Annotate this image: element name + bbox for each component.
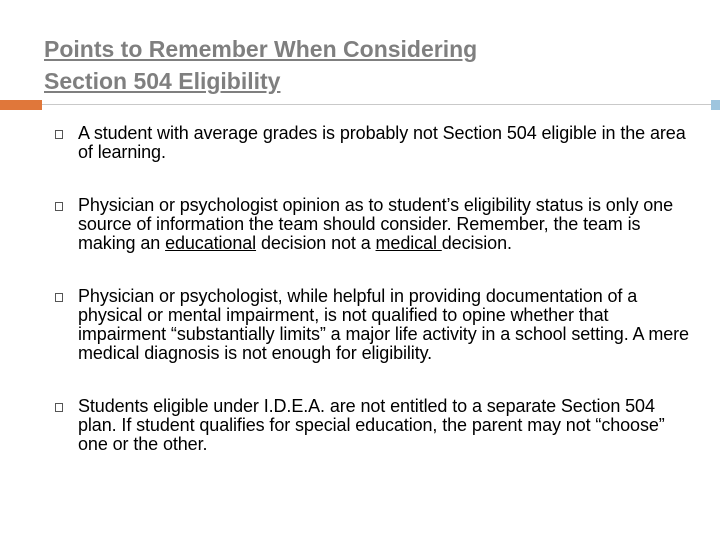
bullet-text-part: Physician or psychologist opinion as to student’s eligibility status is only one source of information the team should consider. Remember, the team is making an	[78, 195, 674, 253]
bullet-text	[78, 195, 673, 253]
bullet-text-part: decision not a	[256, 233, 376, 253]
bullet-text: A student with average grades is probably not Section 504 eligible in the area of learning.	[78, 123, 686, 162]
slide-title-line-1: Points to Remember When Considering	[44, 36, 478, 62]
bullet-text: Physician or psychologist, while helpful in providing documentation of a physical or mental impairment, is not qualified to opine whether that impairment “substantially limits” a major life activity in a school setting. A mere medical diagnosis is not enough for eligibility.	[78, 286, 689, 363]
accent-bar	[0, 100, 42, 110]
checkbox-square-icon	[55, 403, 63, 412]
slide-title	[44, 33, 684, 97]
accent-bar-right	[711, 100, 720, 110]
bullet-item	[55, 124, 695, 162]
bullet-text-part: decision.	[441, 233, 512, 253]
checkbox-square-icon	[55, 293, 63, 302]
checkbox-square-icon	[55, 202, 63, 211]
slide-title-line-2: Section 504 Eligibility	[44, 68, 281, 94]
bullet-item	[55, 196, 695, 253]
bullet-list	[55, 124, 695, 454]
underlined-word-medical: medical	[375, 233, 442, 253]
underlined-word-educational: educational	[165, 233, 257, 253]
bullet-item	[55, 397, 695, 454]
bullet-text: Students eligible under I.D.E.A. are not entitled to a separate Section 504 plan. If student qualifies for special education, the parent may not “choose” one or the other.	[78, 396, 665, 454]
checkbox-square-icon	[55, 130, 63, 139]
bullet-item	[55, 287, 695, 363]
divider-rule	[42, 104, 712, 105]
